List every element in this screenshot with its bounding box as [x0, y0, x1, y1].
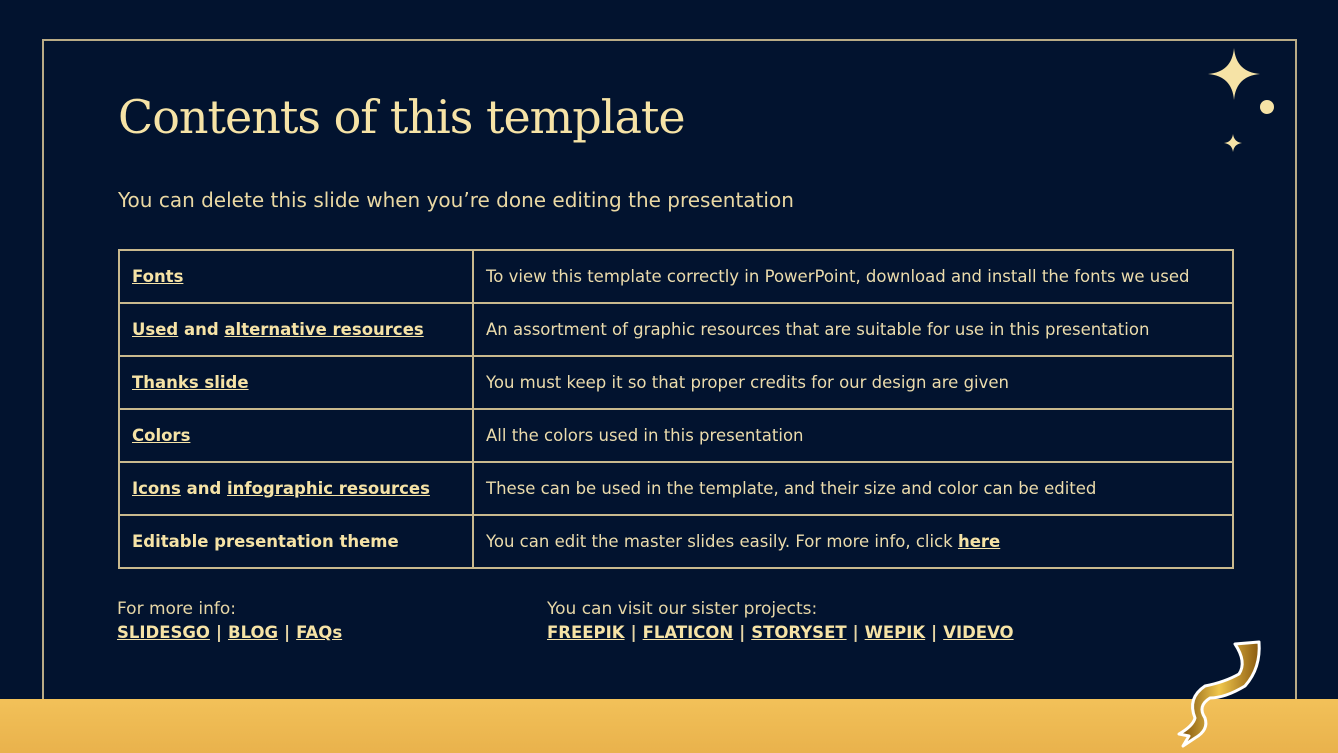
contents-table [118, 249, 1234, 569]
wepik-link[interactable]: WEPIK [864, 623, 926, 642]
row-title [119, 303, 473, 356]
description-text: You must keep it so that proper credits for our design are given [486, 373, 1010, 392]
table-row [119, 409, 1233, 462]
table-row [119, 250, 1233, 303]
description-text: These can be used in the template, and their size and color can be edited [486, 479, 1097, 498]
resource-link[interactable]: Fonts [132, 267, 184, 286]
row-title [119, 515, 473, 568]
freepik-link[interactable]: FREEPIK [547, 623, 625, 642]
table-row [119, 356, 1233, 409]
row-text: Editable presentation theme [132, 532, 399, 551]
resource-link[interactable]: Used [132, 320, 179, 339]
row-description [473, 303, 1233, 356]
resource-link[interactable]: alternative resources [224, 320, 424, 339]
more-info-label: For more info: [117, 599, 237, 619]
row-text: and [178, 320, 225, 339]
description-text: All the colors used in this presentation [486, 426, 804, 445]
ribbon-icon [1175, 638, 1270, 750]
blog-link[interactable]: BLOG [228, 623, 279, 642]
faqs-link[interactable]: FAQs [296, 623, 343, 642]
row-title [119, 356, 473, 409]
row-description [473, 250, 1233, 303]
table-row [119, 515, 1233, 568]
row-description [473, 462, 1233, 515]
subtitle: You can delete this slide when you’re done editing the presentation [118, 188, 794, 212]
resource-link[interactable]: Icons [132, 479, 181, 498]
row-title [119, 462, 473, 515]
here-link[interactable]: here [957, 532, 1001, 551]
description-text: You can edit the master slides easily. For more info, click [486, 532, 958, 551]
description-text: To view this template correctly in PowerPoint, download and install the fonts we used [486, 267, 1190, 286]
storyset-link[interactable]: STORYSET [751, 623, 847, 642]
row-title [119, 250, 473, 303]
row-text: and [180, 479, 228, 498]
resource-link[interactable]: Thanks slide [132, 373, 249, 392]
row-description [473, 409, 1233, 462]
description-text: An assortment of graphic resources that are suitable for use in this presentation [486, 320, 1150, 339]
table-row [119, 462, 1233, 515]
more-info: For more info: SLIDESGO | BLOG | FAQs [117, 599, 343, 643]
sister-label: You can visit our sister projects: [547, 599, 818, 619]
row-description [473, 515, 1233, 568]
resource-link[interactable]: Colors [132, 426, 191, 445]
bottom-band [0, 699, 1338, 753]
row-title [119, 409, 473, 462]
resource-link[interactable]: infographic resources [227, 479, 430, 498]
slidesgo-link[interactable]: SLIDESGO [117, 623, 210, 642]
sparkle-icon [1200, 45, 1280, 155]
flaticon-link[interactable]: FLATICON [642, 623, 734, 642]
sister-projects: You can visit our sister projects: FREEPIK | FLATICON | STORYSET | WEPIK | VIDEVO [547, 599, 1014, 643]
page-title: Contents of this template [118, 90, 685, 144]
table-row [119, 303, 1233, 356]
videvo-link[interactable]: VIDEVO [943, 623, 1014, 642]
row-description [473, 356, 1233, 409]
